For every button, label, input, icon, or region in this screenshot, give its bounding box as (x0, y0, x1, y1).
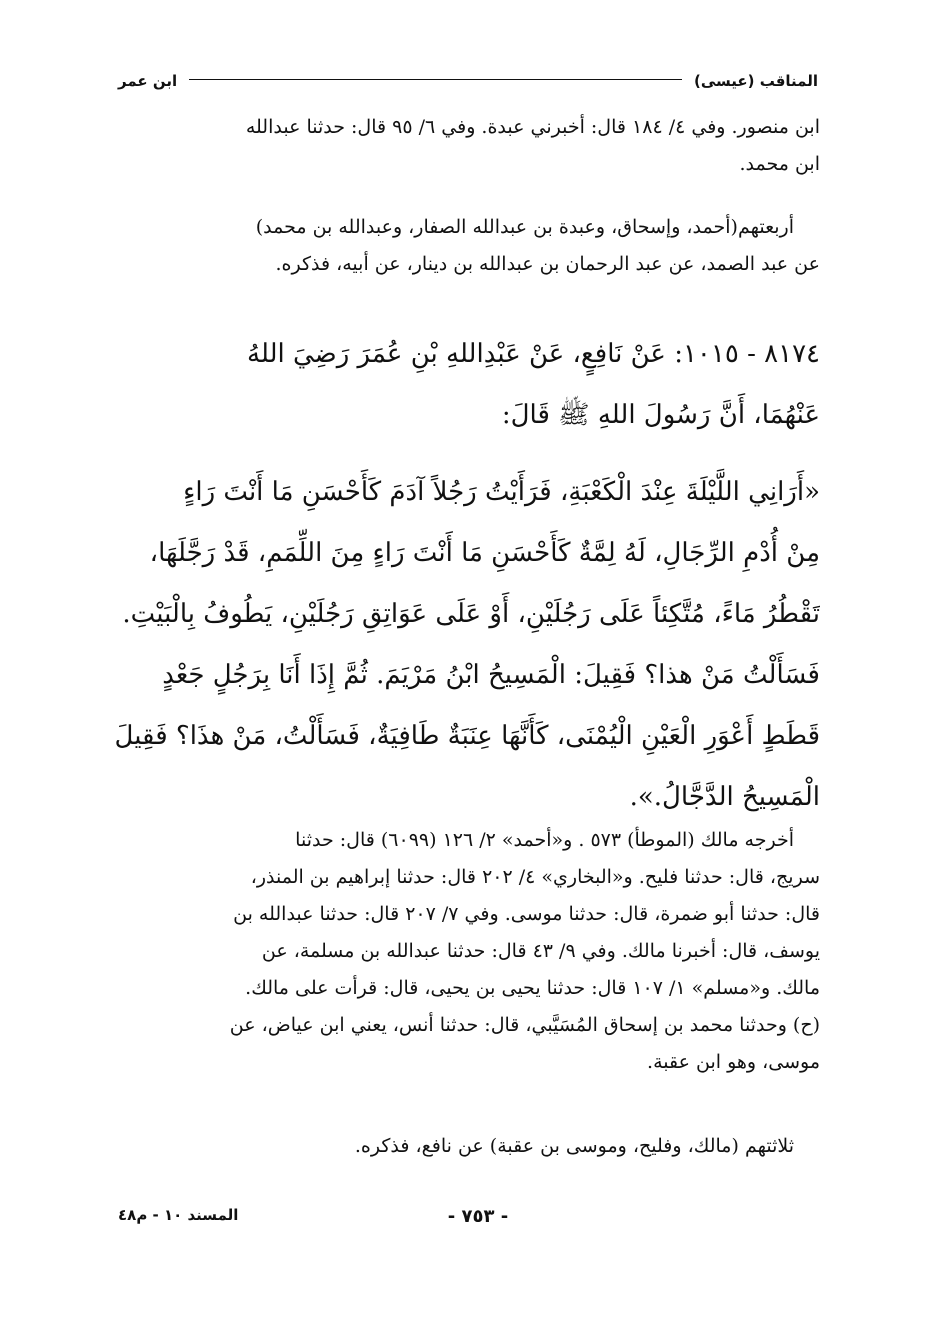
hadith-line: «أَرَانِي اللَّيْلَةَ عِنْدَ الْكَعْبَةِ، فَرَأَيْتُ رَجُلاً آدَمَ كَأَحْسَنِ مَا أَنْتَ رَاءٍ (183, 477, 820, 507)
closing (112, 1128, 820, 1165)
takhrij (112, 822, 820, 1081)
source-note-line: ابن منصور. وفي ٤/ ١٨٤ قال: أخبرني عبدة. وفي ٦/ ٩٥ قال: حدثنا عبدالله (245, 116, 820, 138)
takhrij-line: سريج، قال: حدثنا فليح. و«البخاري» ٤/ ٢٠٢ قال: حدثنا إبراهيم بن المنذر، (250, 866, 820, 888)
signature-mark: المسند ١٠ - م٤٨ (118, 1206, 239, 1224)
chain-summary (112, 209, 820, 283)
running-head (118, 66, 818, 96)
chain-summary-line: أربعتهم(أحمد، وإسحاق، وعبدة بن عبدالله الصفار، وعبدالله بن محمد) (255, 216, 794, 238)
page-footer (118, 1206, 818, 1236)
source-note-line: ابن محمد. (739, 153, 820, 175)
running-head-rule (189, 79, 682, 80)
hadith-line: ٨١٧٤ - ١٠١٥: عَنْ نَافِعٍ، عَنْ عَبْدِاللهِ بْنِ عُمَرَ رَضِيَ اللهُ (247, 339, 820, 369)
hadith-line: تَقْطُرُ مَاءً، مُتَّكِئاً عَلَى رَجُلَيْنِ، أَوْ عَلَى عَوَاتِقِ رَجُلَيْنِ، يَطُوفُ بِالْبَيْتِ. (122, 599, 820, 629)
takhrij-line: قال: حدثنا أبو ضمرة، قال: حدثنا موسى. وفي ٧/ ٢٠٧ قال: حدثنا عبدالله بن (233, 903, 820, 925)
page-number: - ٧٥٣ - (447, 1206, 509, 1227)
hadith-text (112, 324, 820, 828)
running-head-subject: ابن عمر (118, 72, 178, 90)
running-head-section: المناقب (عيسى) (693, 72, 818, 90)
hadith-line: فَسَأَلْتُ مَنْ هذا؟ فَقِيلَ: الْمَسِيحُ ابْنُ مَرْيَمَ. ثُمَّ إِذَا أَنَا بِرَجُلٍ جَعْدٍ (162, 660, 820, 690)
takhrij-line: يوسف، قال: أخبرنا مالك. وفي ٩/ ٤٣ قال: حدثنا عبدالله بن مسلمة، عن (261, 940, 820, 962)
chain-summary-line: عن عبد الصمد، عن عبد الرحمان بن عبدالله بن دينار، عن أبيه، فذكره. (275, 253, 820, 275)
closing-line: ثلاثتهم (مالك، وفليح، وموسى بن عقبة) عن نافع، فذكره. (354, 1135, 794, 1157)
hadith-line: عَنْهُمَا، أَنَّ رَسُولَ اللهِ ﷺ قَالَ: (501, 400, 820, 430)
takhrij-line: موسى، وهو ابن عقبة. (647, 1051, 820, 1073)
hadith-line: الْمَسِيحُ الدَّجَّالُ.». (629, 782, 820, 812)
source-note (112, 109, 820, 183)
hadith-line: مِنْ أُدْمِ الرِّجَالِ، لَهُ لِمَّةٌ كَأَحْسَنِ مَا أَنْتَ رَاءٍ مِنَ اللِّمَمِ، قَدْ رَجَّلَهَا، (149, 538, 820, 568)
hadith-line: قَطَطٍ أَعْوَرِ الْعَيْنِ الْيُمْنَى، كَأَنَّهَا عِنَبَةٌ طَافِيَةٌ، فَسَأَلْتُ، مَنْ هذَا؟ فَقِيلَ (114, 721, 820, 751)
takhrij-line: (ح) وحدثنا محمد بن إسحاق المُسَيَّبي، قال: حدثنا أنس، يعني ابن عياض، عن (229, 1014, 820, 1036)
takhrij-line: مالك. و«مسلم» ١/ ١٠٧ قال: حدثنا يحيى بن يحيى، قال: قرأت على مالك. (245, 977, 820, 999)
takhrij-line: أخرجه مالك (الموطأ) ٥٧٣ . و«أحمد» ٢/ ١٢٦ (٦٠٩٩) قال: حدثنا (295, 829, 794, 851)
